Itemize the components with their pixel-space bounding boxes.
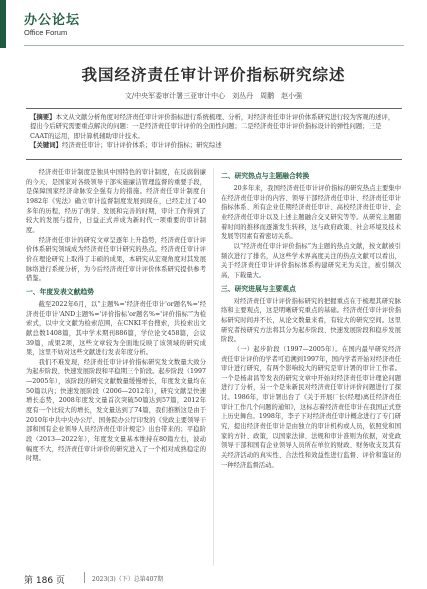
page-header	[0, 0, 427, 52]
column-subtitle: Office Forum	[24, 28, 68, 37]
abstract-label: 【摘要】	[30, 113, 56, 121]
keywords-text: 经济责任审计；审计评价体系；审计评价指标；研究综述	[61, 140, 222, 149]
keywords	[30, 141, 398, 150]
paragraph: 对经济责任审计评价指标研究的把握重点在于梳理其研究脉络和主要观点，这是明晰研究重点的基础。经济责任审计评价指标研究时间并不长，从论文数量来看，有较大的研究空间。这里研究者按研究方法将其分为起步阶段、快速发展阶段和稳步发展阶段。	[221, 297, 401, 344]
section-heading: 三、研究进展与主要观点	[221, 284, 296, 293]
page-footer	[0, 569, 427, 589]
footer-separator	[84, 572, 85, 583]
paragraph: 我们不难发现，经济责任审计评价指标研究发文数量大致分为起步阶段、快速发展阶段和平稳期三个阶段。起步阶段（1997—2005年），该阶段的研究文献数量缓慢增长，年度发文量均在50篇以内；快速发展阶段（2006—2012年），研究文献呈快速增长态势，2008年度发文量首次突破50篇达到57篇，2012年度有一个比较大的增长，发文量达到了74篇，我们推断这是由于2010年中共中央办公厅、国务院办公厅印发的《党政主要领导干部和国有企业领导人员经济责任审计规定》出台带来的；平稳阶段（2013—2022年），年度发文量基本维持在80篇左右，波动幅度不大，经济责任审计评价的研究进入了一个相对成熟稳定的时期。	[26, 358, 206, 463]
abstract	[30, 113, 398, 141]
keywords-label: 【关键词】	[30, 140, 62, 149]
section-heading: 二、研究热点与主题融合转换	[221, 172, 310, 180]
paragraph: 经济责任审计制度是独具中国特色的审计制度，在反腐倡廉的今天，是国家对各级领导干部实施廉洁管理监督的重要手段，是保障国家经济命脉安全强有力的措施。经济责任审计制度自1982年《宪法》确立审计监督制度发展到现在，已经走过了40多年的历程，经历了萌芽、发展和完善的时期，审计工作得到了较大的发展与提升，日益正式并成为新时代一项重要的审计制度。	[26, 169, 206, 234]
page-number: 第 186 页	[24, 576, 65, 586]
paragraph: 经济责任审计的研究文章呈逐年上升趋势，经济责任审计评价体系研究领域成为经济责任审计研究的热点。经济责任审计评价在理论研究上取得了丰硕的成果，本研究从宏观角度对其发展脉络进行系统分析，为今后经济责任审计评价体系研究提供参考借鉴。	[26, 236, 206, 283]
paragraph: 截至2022年6月，以“主题%='经济责任审计'or题名%='经济责任审计'AND主题%='评价指标'or题名%='评价指标'”为检索式，以中文文献为检索范围，在CNKI平台搜索，共检索出文献总数1408篇，其中学术期刊886篇，学位论文458篇，会议39篇，成果2项，这些文章较为全面地反映了该领域的研究成果，这里不妨对这些文献进行发表年度分析。	[26, 300, 206, 357]
right-column	[221, 168, 401, 470]
paragraph: 以“经济责任审计评价指标”为主题的热点文献，按文献被引频次进行了排名，从这些学术界高度关注的热点文献可以看出，关于经济责任审计评价指标体系构建研究无为关注，被引频次高，下载量大。	[221, 242, 401, 279]
left-column	[26, 168, 206, 464]
issue-info: 2023(3)（下）总第407期	[92, 576, 164, 583]
article-authors: 文/中央军委审计署三亚审计中心 刘丛丹 周鹏 赵小强	[124, 92, 303, 100]
paragraph: （一）起步阶段（1997—2005年）。在国内最早研究经济责任审计评价的学者可追溯到1997年，国内学者开始对经济责任审计进行研究，有两个影响较大的研究是审计署的审计工作者。一个是杨肃昌等发表的研究文章中开始对经济责任审计理论问题进行了分析，另一个是朱新民对经济责任审计评价问题进行了探讨。1986年，审计署出台了《关于开展厂长(经理)离任经济责任审计工作几个问题的通知》，这标志着经济责任审计在我国正式登上历史舞台。1998年，李子下对经济责任审计概念进行了专门研究，提出经济责任审计是由独立的审计机构或人员，依照党和国家的方针、政策，以国家法律、法规和审计准则为依据，对党政领导干部和国有企业领导人员所在单位的财政、财务收支及其有关经济活动的真实性、合法性和效益性进行监督、评价和鉴证的一种经济监督活动。	[221, 345, 401, 469]
abstract-block	[26, 108, 402, 160]
article-title: 我国经济责任审计评价指标研究综述	[81, 66, 346, 84]
header-accent-bar	[0, 0, 6, 48]
paragraph: 20多年来，我国经济责任审计评价指标的研究热点主要集中在经济责任审计的内容、领导干部经济责任审计、经济责任审计指标体系、所有企业任期经济责任审计、高校经济责任审计、企业经济责任审计以及上述主题融合交叉研究等等。从研究主题随着时间的推移而逐渐发生转移，这与政府政策、社会环境及技术发展等因素有着密切关系。	[221, 185, 401, 241]
abstract-text: 本文从文献分析角度对经济责任审计评价指标进行系统梳理、分析，对经济责任审计评价体系研究进行较为客观的述评，提出今后研究需要重点解决的问题：一是经济责任审计评价的全面性问题；二是经济责任审计评价指标设计的弹性问题；三是CAAT的运用，即计算机辅助审计技术。	[30, 113, 395, 140]
column-title: 办公论坛	[24, 13, 81, 28]
header-divider	[24, 45, 404, 46]
section-heading: 一、年度发表文献趋势	[26, 287, 94, 296]
column-divider	[213, 168, 214, 566]
